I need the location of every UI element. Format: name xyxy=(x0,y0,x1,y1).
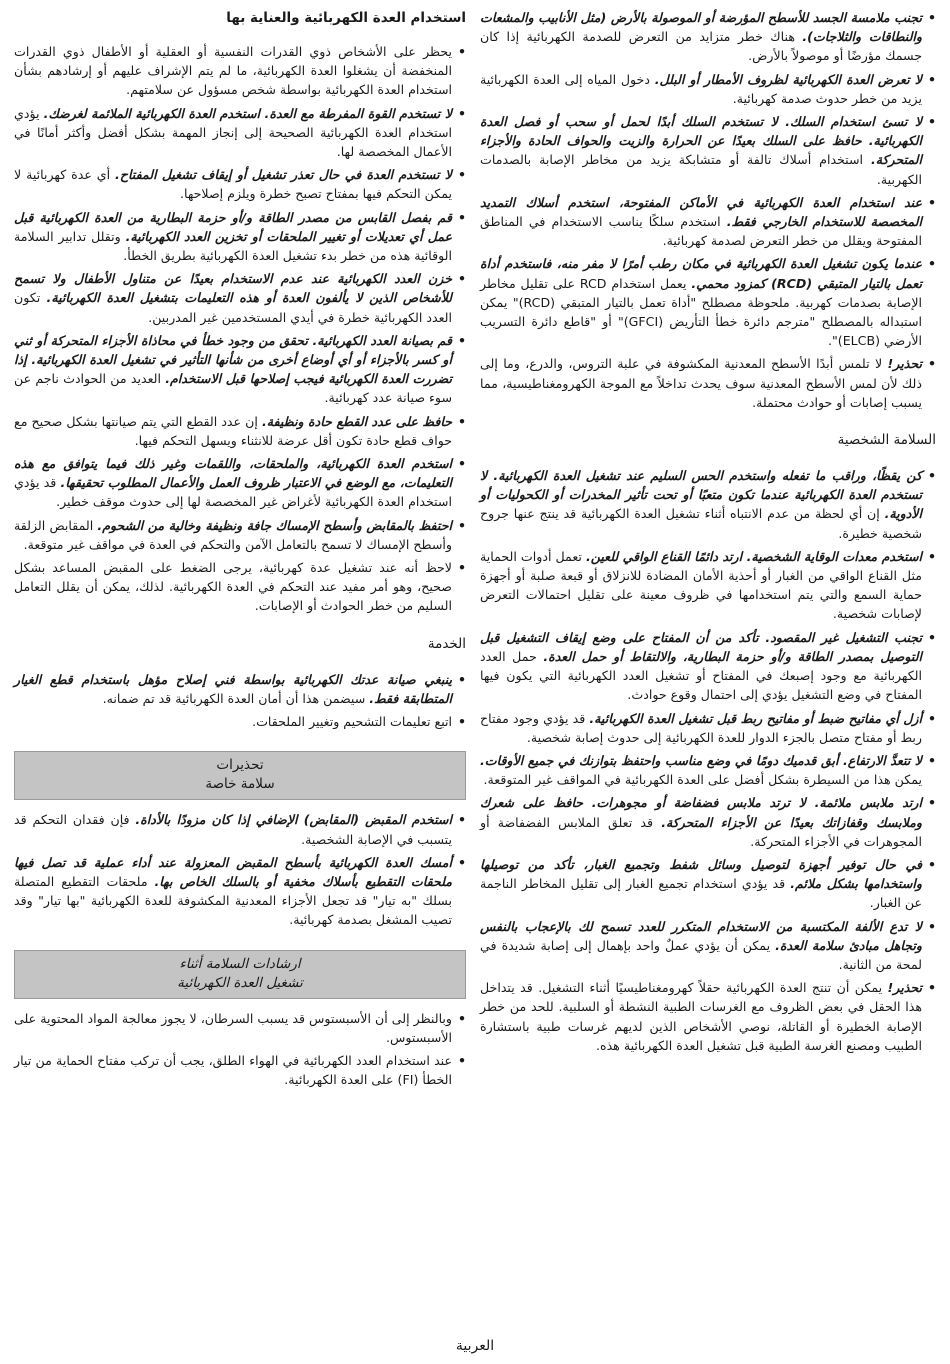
bullet-item-bold: استخدم المقبض (المقابض) الإضافي إذا كان مزودًا بالأداة. xyxy=(135,812,452,828)
bullet-item xyxy=(14,1051,466,1089)
special-safety-list xyxy=(14,810,466,929)
bullet-item-text: إن أي لحظة من عدم الانتباه أثناء تشغيل العدة الكهربائية قد ينتج عنها جروح شخصية خطيرة. xyxy=(480,506,922,541)
operation-safety-box-title: ارشادات السلامة أثناء xyxy=(179,955,301,972)
bullet-item-bold: أزل أي مفاتيح ضبط أو مفاتيح ربط قبل تشغيل العدة الكهربائية. xyxy=(589,710,923,726)
bullet-item xyxy=(480,354,936,412)
bullet-item-text: إن عدد القطع التي يتم صيانتها بشكل صحيح مع حواف قطع حادة تكون أقل عرضة للانثناء ويسهل التحكم فيها. xyxy=(14,413,452,448)
bullet-item xyxy=(14,454,466,512)
bullet-item-text: سيضمن هذا أن أمان العدة الكهربائية قد تم ضمانه. xyxy=(102,690,370,706)
bullet-item-text: لاحظ أنه عند تشغيل عدة كهربائية، يرجى الضغط على المقبض المساعد بشكل صحيح، وهو أمر مفيد عند التحكم في العدة الكهربائية. لذلك، يمكن أن يقلل التعامل السليم من خطر الحوادث أو الإصابات. xyxy=(14,560,452,614)
bullet-item-bold: تحذير! xyxy=(887,356,922,372)
tool-use-list xyxy=(14,42,466,616)
bullet-item-bold: تجنب التشغيل غير المقصود. تأكد من أن المفتاح على وضع إيقاف التشغيل قبل التوصيل بمصدر الطاقة و/أو حزمة البطارية، والالتقاط أو حمل العدة. xyxy=(480,629,922,664)
bullet-item-text: يؤدي استخدام العدة الكهربائية الصحيحة إلى إنجاز المهمة بشكل أفضل وأكثر أمانًا في الأعمال المخصصة لها. xyxy=(14,105,452,160)
bullet-item-text: قد يؤدي استخدام تجميع الغبار إلى تقليل المخاطر الناجمة عن الغبار. xyxy=(480,876,922,911)
bullet-item-bold: ارتد ملابس ملائمة. لا ترتد ملابس فضفاضة أو مجوهرات. حافظ على شعرك وملابسك وقفازاتك بعيدًا عن الأجزاء المتحركة. xyxy=(480,795,922,830)
bullet-item xyxy=(14,670,466,708)
bullet-item-bold: لا تتعدَّ الارتفاع. أبق قدميك دومًا في وضع مناسب واحتفظ بتوازنك في جميع الأوقات. xyxy=(480,752,922,768)
bullet-item xyxy=(14,712,466,731)
bullet-item-text: قد يؤدي وجود مفتاح ربط أو مفتاح متصل بالجزء الدوار للعدة الكهربائية إلى حدوث إصابة شخصية. xyxy=(480,710,922,745)
bullet-item xyxy=(14,42,466,100)
bullet-item-bold: لا تستخدم العدة في حال تعذر تشغيل أو إيقاف تشغيل المفتاح. xyxy=(115,167,452,183)
bullet-item xyxy=(14,853,466,930)
bullet-item-text: تعمل أدوات الحماية مثل القناع الواقي من الغبار أو أحذية الأمان المضادة للانزلاق أو قبعة صلبة أو أجهزة حماية السمع والتي يتم استخدامها في ظروف معينة على تقليل احتمالات التعرض لإصابات شخصية. xyxy=(480,548,922,622)
bullet-item-text: قد تعلق الملابس الفضفاضة أو المجوهرات في الأجزاء المتحركة. xyxy=(480,814,922,849)
bullet-item-bold: تجنب ملامسة الجسد للأسطح المؤرضة أو الموصولة بالأرض (مثل الأنابيب والمشعات والنطاقات والثلاجات). xyxy=(480,10,923,45)
service-title: الخدمة xyxy=(427,635,466,652)
bullet-item-text: استخدم سلكًا يناسب الاستخدام في المناطق المفتوحة ويقلل من خطر التعرض لصدمة كهربائية. xyxy=(480,214,922,249)
right-column xyxy=(480,8,936,1059)
operation-safety-list xyxy=(14,1009,466,1090)
bullet-item-text: المقابض الزلقة وأسطح الإمساك لا تسمح بالتعامل الآمن والتحكم في العدة في مواقف غير متوقعة. xyxy=(14,517,452,552)
service-list xyxy=(14,670,466,732)
bullet-item-bold: لا تستخدم القوة المفرطة مع العدة. استخدم العدة الكهربائية الملائمة لغرضك. xyxy=(43,105,453,121)
bullet-item xyxy=(480,8,936,66)
page-footer-language: العربية xyxy=(455,1338,495,1354)
bullet-item-bold: لا تدع الألفة المكتسبة من الاستخدام المتكرر للعدد تسمح لك بالإعجاب بالنفس وتجاهل مبادئ سلامة العدة. xyxy=(480,918,922,953)
special-safety-box-title: تحذيرات xyxy=(216,757,264,774)
bullet-item-bold: استخدم العدة الكهربائية، والملحقات، واللقمات وغير ذلك فيما يتوافق مع هذه التعليمات، مع الوضع في الاعتبار ظروف العمل والأعمال المطلوب تحقيقها. xyxy=(14,456,452,491)
bullet-item-bold: عندما يكون تشغيل العدة الكهربائية في مكان رطب أمرًا لا مفر منه، فاستخدم أداة تعمل بالتيار المتبقي (RCD) كمزود محمي. xyxy=(480,256,922,291)
bullet-item-bold: حافظ على عدد القطع حادة ونظيفة. xyxy=(261,413,452,429)
bullet-item xyxy=(14,558,466,616)
bullet-item xyxy=(480,793,936,851)
bullet-item-bold: عند استخدام العدة الكهربائية في الأماكن المفتوحة، استخدم أسلاك التمديد المخصصة للاستخدام الخارجي فقط. xyxy=(480,194,922,230)
bullet-item-bold: كن يقظًا، وراقب ما تفعله واستخدم الحس السليم عند تشغيل العدة الكهربائية. لا تستخدم العدة الكهربائية عندما تكون متعبًا أو تحت تأثير المخدرات أو الكحوليات أو الأدوية. xyxy=(480,468,922,522)
bullet-item-text: العديد من الحوادث ناجم عن سوء صيانة عدد كهربائية. xyxy=(14,371,452,406)
bullet-item-bold: استخدم معدات الوقاية الشخصية. ارتد دائمًا القناع الواقي للعين. xyxy=(585,548,922,564)
personal-safety-title: السلامة الشخصية xyxy=(837,432,936,449)
bullet-item-bold: قم بصيانة العدد الكهربائية. تحقق من وجود خطأ في محاذاة الأجزاء المتحركة أو ثني أو كسر بالأجزاء أو أي أوضاع أخرى من شأنها التأثير في تشغيل العدة الكهربائية. إذا تضررت العدة الكهربائية فيجب إصلاحها قبل الاستخدام. xyxy=(14,332,452,387)
bullet-item xyxy=(14,269,466,327)
bullet-item-text: يمكن أن يؤدي عملٌ واحد بإهمال إلى إصابة شديدة في لمحة من الثانية. xyxy=(480,937,922,972)
bullet-item xyxy=(480,628,936,705)
bullet-item-text: تكون العدد الكهربائية خطرة في أيدي المستخدمين غير المدربين. xyxy=(14,290,452,325)
bullet-item-text: قد يؤدي استخدام العدة الكهربائية لأغراض غير المخصصة لها إلى حدوث موقف خطير. xyxy=(14,475,452,510)
bullet-item xyxy=(14,516,466,554)
operation-safety-box xyxy=(14,950,466,999)
bullet-item-text: يعمل استخدام RCD على تقليل مخاطر الإصابة بصدمات كهربية. ملحوظة مصطلح "أداة تعمل بالتيار المتبقي (RCD)" يمكن استبداله بالمصطلح "مترجم دائرة خطأ التأريض (GFCI)" أو "قاطع دائرة التسريب الأرضي (ELCB)". xyxy=(480,275,922,349)
bullet-item xyxy=(14,104,466,162)
bullet-item-text: فإن فقدان التحكم قد يتسبب في الإصابة الشخصية. xyxy=(14,812,452,847)
operation-safety-box-subtitle: تشغيل العدة الكهربائية xyxy=(177,974,303,991)
bullet-item-text: أي عدة كهربائية لا يمكن التحكم فيها بمفتاح تصبح خطرة ويلزم إصلاحها. xyxy=(14,167,452,202)
bullet-item xyxy=(14,810,466,848)
bullet-item xyxy=(480,112,936,189)
bullet-item-text: استخدام أسلاك تالفة أو متشابكة يزيد من مخاطر الإصابة بالصدمات الكهربية. xyxy=(480,152,922,187)
bullet-item xyxy=(480,855,936,913)
bullet-item-bold: لا تعرض العدة الكهربائية لظروف الأمطار أو البلل. xyxy=(654,71,922,87)
bullet-item-bold: خزن العدد الكهربائية عند عدم الاستخدام بعيدًا عن متناول الأطفال ولا تسمح للأشخاص الذين لا يألفون العدة أو هذه التعليمات بتشغيل العدة الكهربائية. xyxy=(14,271,453,306)
bullet-item-text: حمل العدد الكهربائية مع وجود إصبعك في المفتاح أو تشغيل العدد الكهربائية التي يكون فيها المفتاح في وضع التشغيل يؤدي إلى احتمال وقوع حوادث. xyxy=(480,648,922,703)
bullet-item xyxy=(14,331,466,408)
bullet-item-text: دخول المياه إلى العدة الكهربائية يزيد من خطر حدوث صدمة كهربائية. xyxy=(480,71,922,106)
special-safety-box-subtitle: سلامة خاصة xyxy=(205,776,275,793)
bullet-item-bold: تحذير! xyxy=(887,980,922,996)
bullet-item-bold: احتفظ بالمقابض وأسطح الإمساك جافة ونظيفة وخالية من الشحوم. xyxy=(97,517,452,533)
bullet-item xyxy=(480,978,936,1055)
bullet-item-bold: في حال توفير أجهزة لتوصيل وسائل شفط وتجميع الغبار، تأكد من توصيلها واستخدامها بشكل ملائم. xyxy=(480,856,922,892)
left-column xyxy=(14,8,466,1093)
bullet-item-text: يمكن أن تنتج العدة الكهربائية حقلاً كهرومغناطيسيًا أثناء التشغيل. قد يتداخل هذا الحقل في بعض الظروف مع الغرسات الطبية النشطة أو السلبية. للحد من خطر الإصابة الخطيرة أو القاتلة، نوصي الأشخاص الذين لديهم غرسات طبية باستشارة الطبيب ومصنع الغرسة الطبية قبل تشغيل العدة الكهربائية هذه. xyxy=(480,980,922,1053)
bullet-item xyxy=(480,70,936,108)
bullet-item xyxy=(14,1009,466,1047)
bullet-item-text: لا تلمس أبدًا الأسطح المعدنية المكشوفة في علبة التروس، والدرع، وما إلى ذلك لأن لمس الأسطح المعدنية سوف يحدث تداخلاً مع الموجة الكهرومغناطيسية، مما يسبب إصابات أو حوادث محتملة. xyxy=(480,356,922,410)
bullet-item-bold: ينبغي صيانة عدتك الكهربائية بواسطة فني إصلاح مؤهل باستخدام قطع الغيار المتطابقة فقط. xyxy=(14,671,452,706)
bullet-item xyxy=(480,547,936,624)
bullet-item xyxy=(480,466,936,543)
bullet-item xyxy=(480,751,936,789)
bullet-item-bold: أمسك العدة الكهربائية بأسطح المقبض المعزولة عند أداء عملية قد تصل فيها ملحقات التقطيع بأسلاك مخفية أو بالسلك الخاص بها. xyxy=(14,854,452,889)
bullet-item xyxy=(480,917,936,975)
bullet-item-text: يمكن هذا من السيطرة بشكل أفضل على العدة الكهربائية في المواقف غير المتوقعة. xyxy=(483,772,922,788)
special-safety-box xyxy=(14,751,466,800)
bullet-item xyxy=(480,709,936,747)
bullet-item-text: وبالنظر إلى أن الأسبستوس قد يسبب السرطان، لا يجوز معالجة المواد المحتوية على الأسبستوس. xyxy=(14,1010,452,1045)
electrical-safety-list xyxy=(480,8,936,412)
bullet-item-text: وتقلل تدابير السلامة الوقائية هذه من خطر بدء تشغيل العدة الكهربائية بطريق الخطأ. xyxy=(14,228,452,264)
bullet-item xyxy=(480,193,936,251)
bullet-item-text: اتبع تعليمات التشحيم وتغيير الملحقات. xyxy=(252,714,452,730)
bullet-item xyxy=(480,254,936,350)
bullet-item-text: عند استخدام العدد الكهربائية في الهواء الطلق، يجب أن تركب مفتاح الحماية من تيار الخطأ (FI) على العدة الكهربائية. xyxy=(14,1052,452,1088)
bullet-item xyxy=(14,165,466,203)
bullet-item xyxy=(14,208,466,266)
bullet-item-text: يحظر على الأشخاص ذوي القدرات النفسية أو العقلية أو الأطفال ذوي القدرات المنخفضة أن يشغلوا العدة الكهربائية، ما لم يتم الإشراف عليهم أو إرشادهم بشأن استخدام العدة الكهربائية بواسطة شخص مسؤول عن سلامتهم. xyxy=(14,44,452,98)
bullet-item-text: ملحقات التقطيع المتصلة بسلك "به تيار" قد تجعل الأجزاء المعدنية المكشوفة للعدة الكهربائية "بها تيار" وقد تصيب المشغل بصدمة كهربائية. xyxy=(14,873,452,928)
tool-use-heading: استخدام العدة الكهربائية والعناية بها xyxy=(226,10,466,26)
bullet-item-bold: قم بفصل القابس من مصدر الطاقة و/أو حزمة البطارية من العدة الكهربائية قبل عمل أي تعديلات أو تغيير الملحقات أو تخزين العدد الكهربائية. xyxy=(14,209,452,244)
bullet-item-bold: لا تسئ استخدام السلك. لا تستخدم السلك أبدًا لحمل أو سحب أو فصل العدة الكهربائية. حافظ على السلك بعيدًا عن الحرارة والزيت والحواف الحادة والأجزاء المتحركة. xyxy=(480,114,922,168)
bullet-item xyxy=(14,412,466,450)
personal-safety-list xyxy=(480,466,936,1055)
bullet-item-text: هناك خطر متزايد من التعرض للصدمة الكهربائية إذا كان جسمك مؤرضًا أو موصولاً بالأرض. xyxy=(480,29,922,64)
